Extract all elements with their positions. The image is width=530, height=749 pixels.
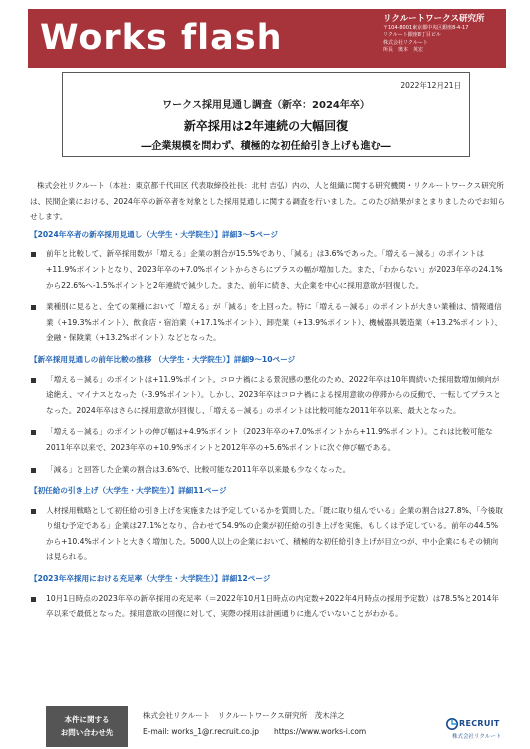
section-heading: 【新卒採用見通しの前年比較の推移 （大学生・大学院生）】詳細9～10ページ [30, 354, 296, 364]
section-heading: 【初任給の引き上げ（大学生・大学院生）】詳細11ページ [30, 486, 227, 496]
list-item [30, 424, 505, 455]
survey-title: ワークス採用見通し調査（新卒：2024年卒） [162, 100, 370, 111]
list-item [30, 246, 505, 293]
headline: 新卒採用は2年連続の大幅回復 [183, 119, 349, 133]
list-item [30, 503, 505, 565]
contact-label-box [46, 706, 128, 747]
bullet-square-icon [31, 305, 36, 310]
bullet-square-icon [31, 378, 36, 383]
main-content [30, 178, 505, 628]
footer [0, 704, 530, 749]
org-block [383, 14, 503, 55]
bullet-square-icon [31, 252, 36, 257]
recruit-logo-text: RECRUIT [459, 719, 500, 728]
bullet-text: 業種別に見ると、全ての業種において「増える」が「減る」を上回った。特に「増える－減る」のポイントが大きい業種は、情報通信業（+19.3%ポイント）、飲食店・宿泊業（+17.1%ポイント）、卸売業（+13.9%ポイント）、機械器具製造業（+13.2%ポイント）、金融・保険業（+13.2%ポイント）などとなった。 [46, 302, 503, 343]
bullet-text: 人材採用戦略として初任給の引き上げを実施または予定しているかを質問した。「既に取り組んでいる」企業の割合は27.8%、「今後取り組む予定である」企業は27.1%となり、合わせて54.9%の企業が初任給の引き上げを実施、もしくは予定している。前年の44.5%から+10.4%ポイントと大きく増加した。5000人以上の企業において、積極的な初任給引き上げが目立つが、中小企業にもその傾向は見られる。 [46, 505, 503, 562]
masthead [28, 9, 506, 68]
contact-label-line2: お問い合わせ先 [60, 728, 114, 737]
bullet-square-icon [31, 468, 36, 473]
list-item [30, 299, 505, 346]
bullet-text: 「減る」と回答した企業の割合は3.6%で、比較可能な2011年卒以来最も少なくなった。 [46, 464, 351, 474]
subheadline: ―企業規模を問わず、積極的な初任給引き上げも進む― [141, 141, 391, 152]
section-starting-salary [30, 483, 505, 565]
bullet-square-icon [31, 509, 36, 514]
contact-info [143, 708, 366, 740]
title-box [62, 72, 470, 157]
bullet-text: 「増える－減る」のポイントは+11.9%ポイント。コロナ禍による景況感の悪化のため、2022年卒は10年間続いた採用数増加傾向が途絶え、マイナスとなった（-3.9%ポイント）。しかし、2023年卒はコロナ禍による採用意欲の停滞からの反動で、一転してプラスとなった。2024年卒はさらに採用意欲が回復し、「増える－減る」のポイントは比較可能な2011年卒以来、最大となった。 [46, 374, 501, 415]
bullet-square-icon [31, 430, 36, 435]
org-address: 〒104-8001東京都中央区銀座8-4-17 [383, 25, 469, 31]
org-name: リクルートワークス研究所 [383, 14, 485, 24]
intro-paragraph: 株式会社リクルート（本社：東京都千代田区 代表取締役社長：北村 吉弘）内の、人と組織に関する研究機関・リクルートワークス研究所は、民間企業における、2024年卒の新卒者を対象とした採用見通しに関する調査を行いました。このたび結果がまとまりましたのでお知らせします。 [30, 181, 505, 222]
section-heading: 【2023年卒採用における充足率（大学生・大学院生）】詳細12ページ [30, 574, 271, 584]
section-forecast [30, 227, 505, 346]
contact-label-line1: 本件に関する [64, 715, 110, 724]
section-heading: 【2024年卒者の新卒採用見通し（大学生・大学院生）】詳細3～5ページ [30, 229, 278, 239]
section-trend [30, 352, 505, 477]
bullet-text: 前年と比較して、新卒採用数が「増える」企業の割合が15.5%であり、「減る」は3.6%であった。「増える－減る」のポイントは+11.9%ポイントとなり、2023年卒の+7.0%ポイントからさらにプラスの幅が増加した。また、「わからない」が2023年卒の24.1%から22.6%へ-1.5%ポイントと2年連続で減少した。また、前年に続き、大企業を中心に採用意欲が回復した。 [46, 249, 503, 290]
release-date: 2022年12月21日 [400, 81, 461, 90]
section-fill-rate [30, 571, 505, 622]
bullet-text: 10月1日時点の2023年卒の新卒採用の充足率（＝2022年10月1日時点の内定数÷2022年4月時点の採用予定数）は78.5%と2014年卒以来で最低となった。採用意欲の回復に対して、実際の採用は計画通りに進んでいないことがわかる。 [46, 593, 499, 619]
org-building: リクルート銀座8丁目ビル [383, 32, 441, 39]
recruit-logo-icon [446, 718, 458, 730]
list-item [30, 462, 505, 478]
list-item [30, 591, 505, 622]
org-company: 株式会社リクルート [383, 39, 428, 46]
contact-person: 株式会社リクルート リクルートワークス研究所 茂木洋之 [143, 711, 345, 720]
works-flash-logo: Works flash [40, 18, 283, 58]
bullet-text: 「増える－減る」のポイントの伸び幅は+4.9%ポイント（2023年卒の+7.0%ポイントから+11.9%ポイント）。これは比較可能な2011年卒以来で、2023年卒の+10.9%ポイントと2012年卒の+5.6%ポイントに次ぐ伸び幅である。 [46, 427, 493, 452]
recruit-logo [446, 718, 508, 744]
bullet-square-icon [31, 597, 36, 602]
contact-links[interactable]: E-mail: works_1@r.recruit.co.jp https://www.works-i.com [143, 727, 367, 736]
list-item [30, 372, 505, 419]
recruit-logo-sub: 株式会社リクルート [452, 734, 502, 740]
org-director: 所長 奥本 英宏 [383, 47, 424, 54]
